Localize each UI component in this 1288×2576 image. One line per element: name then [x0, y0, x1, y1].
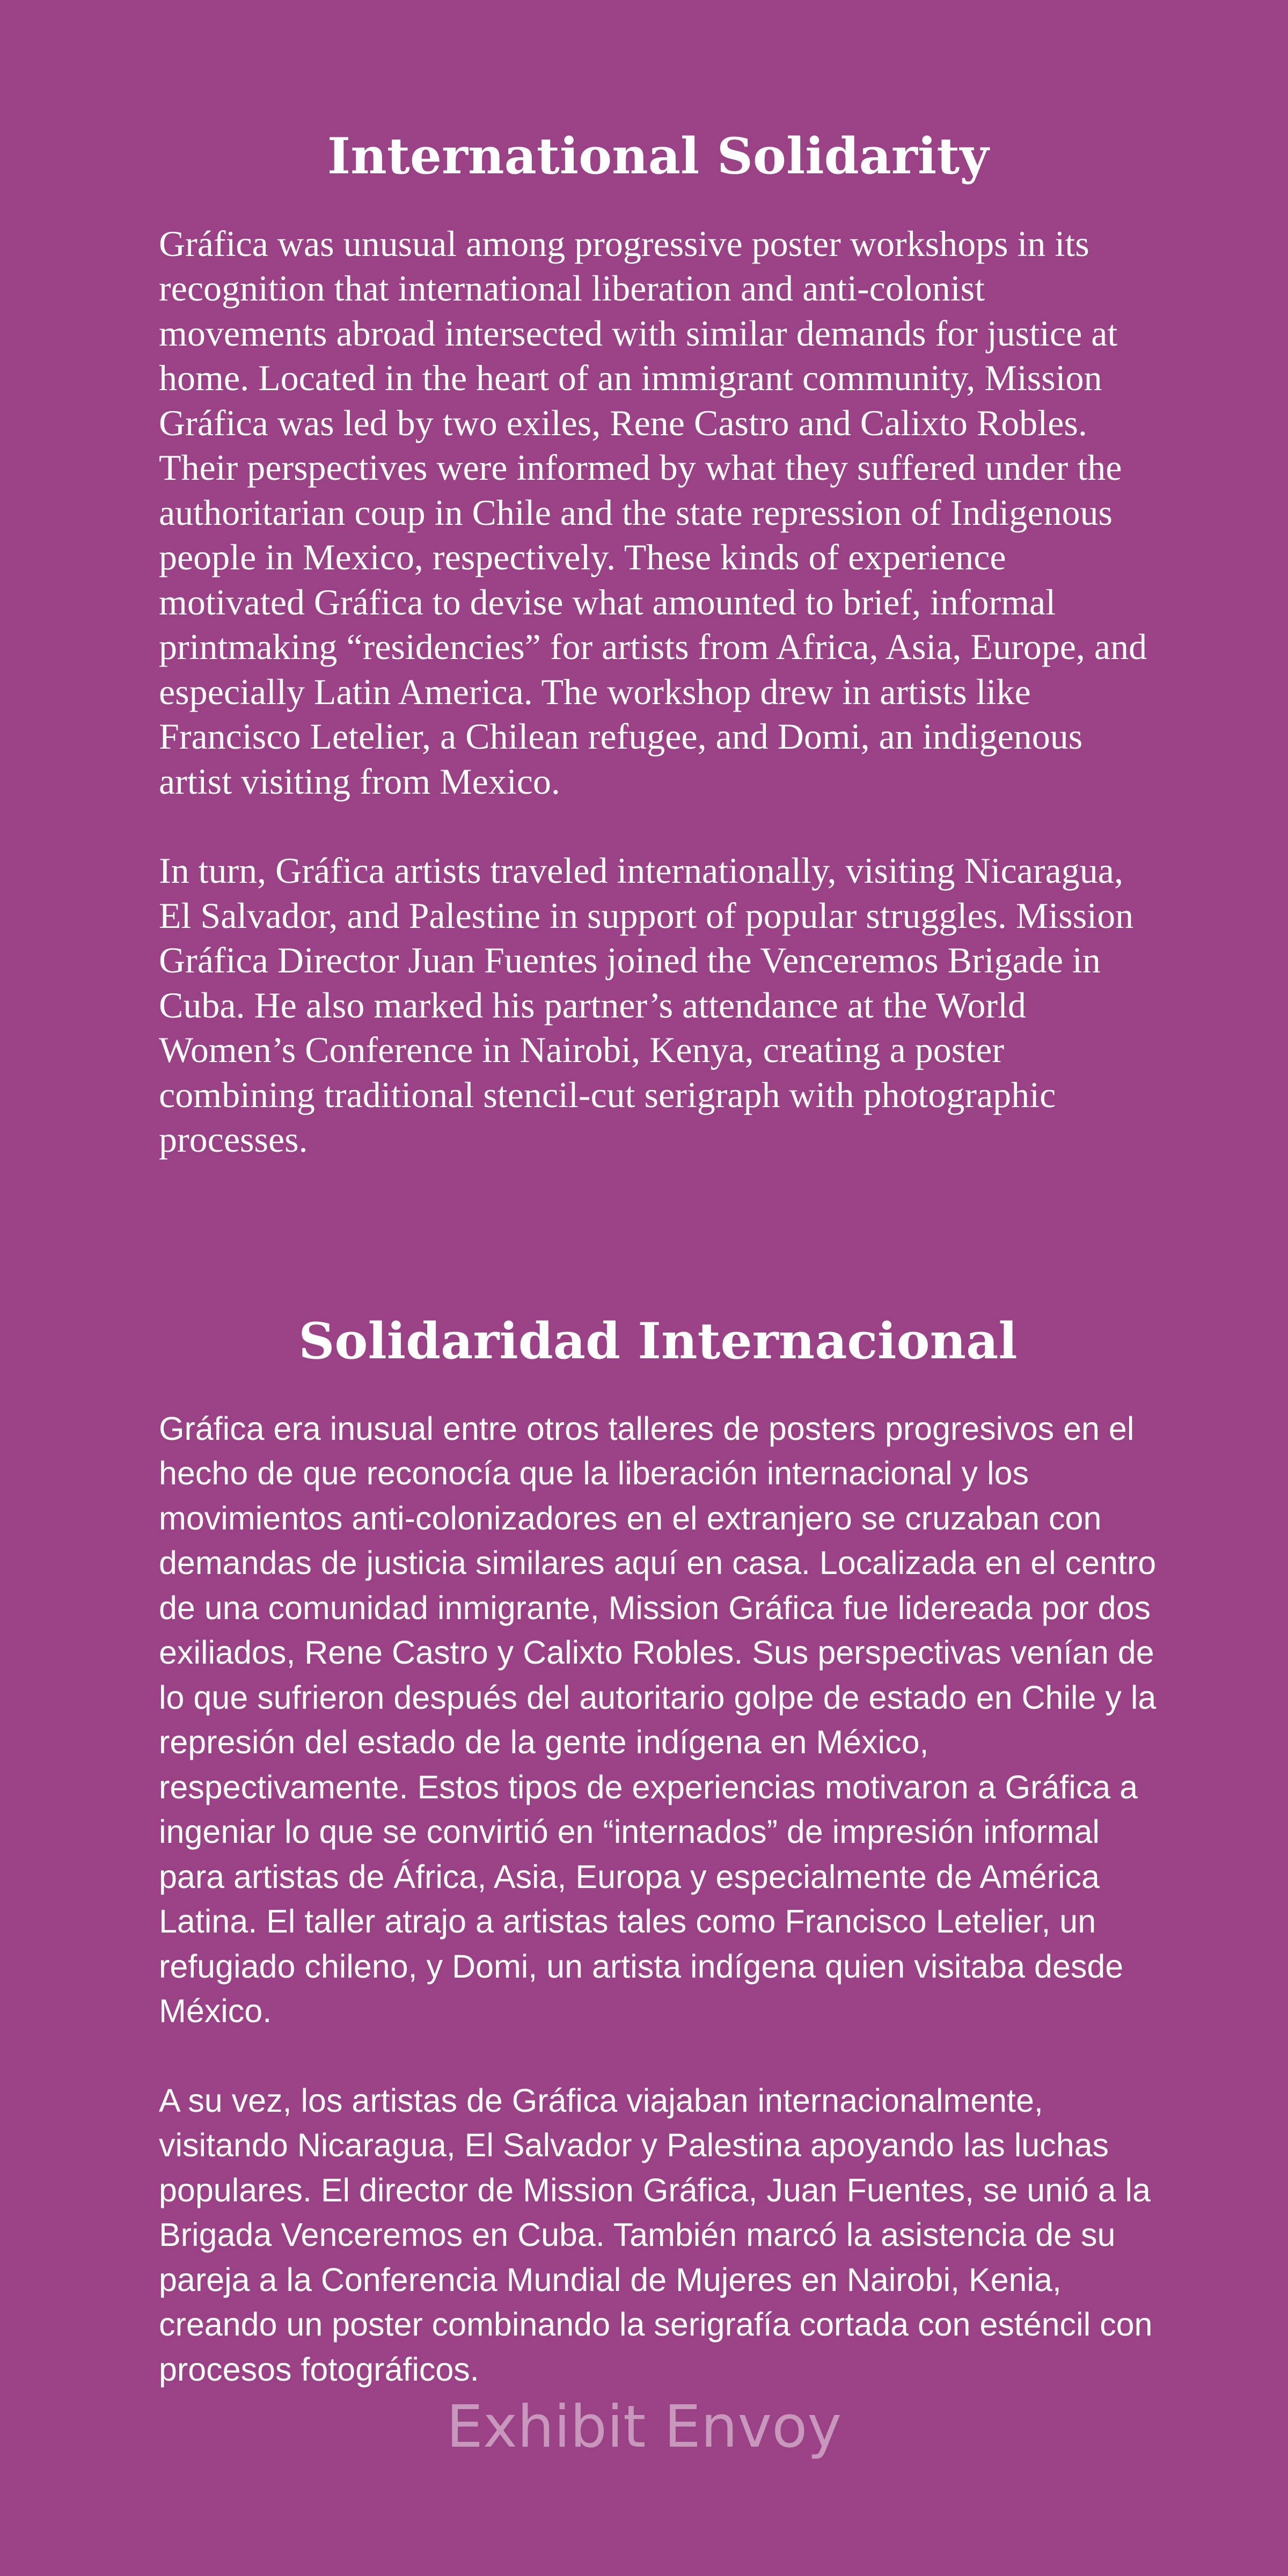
spanish-paragraph-1: Gráfica era inusual entre otros talleres de posters progresivos en el hecho de que reconocía que la liberación internacional y los movimientos anti-colonizadores en el extranjero se cruzaban con demandas de justicia similares aquí en casa. Localizada en el centro de una comunidad inmigrante, Mission Gráfica fue lidereada por dos exiliados, Rene Castro y Calixto Robles. Sus perspectivas venían de lo que sufrieron después del autoritario golpe de estado en Chile y la represión del estado de la gente indígena en México, respectivamente. Estos tipos de experiencias motivaron a Gráfica a ingeniar lo que se convirtió en “internados” de impresión informal para artistas de África, Asia, Europa y especialmente de América Latina. El taller atrajo a artistas tales como Francisco Letelier, un refugiado chileno, y Domi, un artista indígena quien visitaba desde México.	[159, 1410, 1157, 2030]
spanish-section	[159, 1311, 1157, 2392]
english-title: International Solidarity	[327, 127, 989, 185]
spanish-paragraph-2: A su vez, los artistas de Gráfica viajaban internacionalmente, visitando Nicaragua, El Salvador y Palestina apoyando las luchas populares. El director de Mission Gráfica, Juan Fuentes, se unió a la Brigada Venceremos en Cuba. También marcó la asistencia de su pareja a la Conferencia Mundial de Mujeres en Nairobi, Kenia, creando un poster combinando la serigrafía cortada con esténcil con procesos fotográficos.	[159, 2082, 1153, 2388]
spanish-title: Solidaridad Internacional	[298, 1312, 1018, 1370]
watermark: Exhibit Envoy	[446, 2394, 842, 2461]
english-paragraph-2: In turn, Gráfica artists traveled internationally, visiting Nicaragua, El Salvador, and Palestine in support of popular struggles. Mission Gráfica Director Juan Fuentes joined the Venceremos Brigade in Cuba. He also marked his partner’s attendance at the World Women’s Conference in Nairobi, Kenya, creating a poster combining traditional stencil-cut serigraph with photographic processes.	[159, 850, 1134, 1160]
english-section	[159, 126, 1157, 1162]
english-paragraph-1: Gráfica was unusual among progressive poster workshops in its recognition that international liberation and anti-colonist movements abroad intersected with similar demands for justice at home. Located in the heart of an immigrant community, Mission Gráfica was led by two exiles, Rene Castro and Calixto Robles. Their perspectives were informed by what they suffered under the authoritarian coup in Chile and the state repression of Indigenous people in Mexico, respectively. These kinds of experience motivated Gráfica to devise what amounted to brief, informal printmaking “residencies” for artists from Africa, Asia, Europe, and especially Latin America. The workshop drew in artists like Francisco Letelier, a Chilean refugee, and Domi, an indigenous artist visiting from Mexico.	[159, 223, 1147, 802]
